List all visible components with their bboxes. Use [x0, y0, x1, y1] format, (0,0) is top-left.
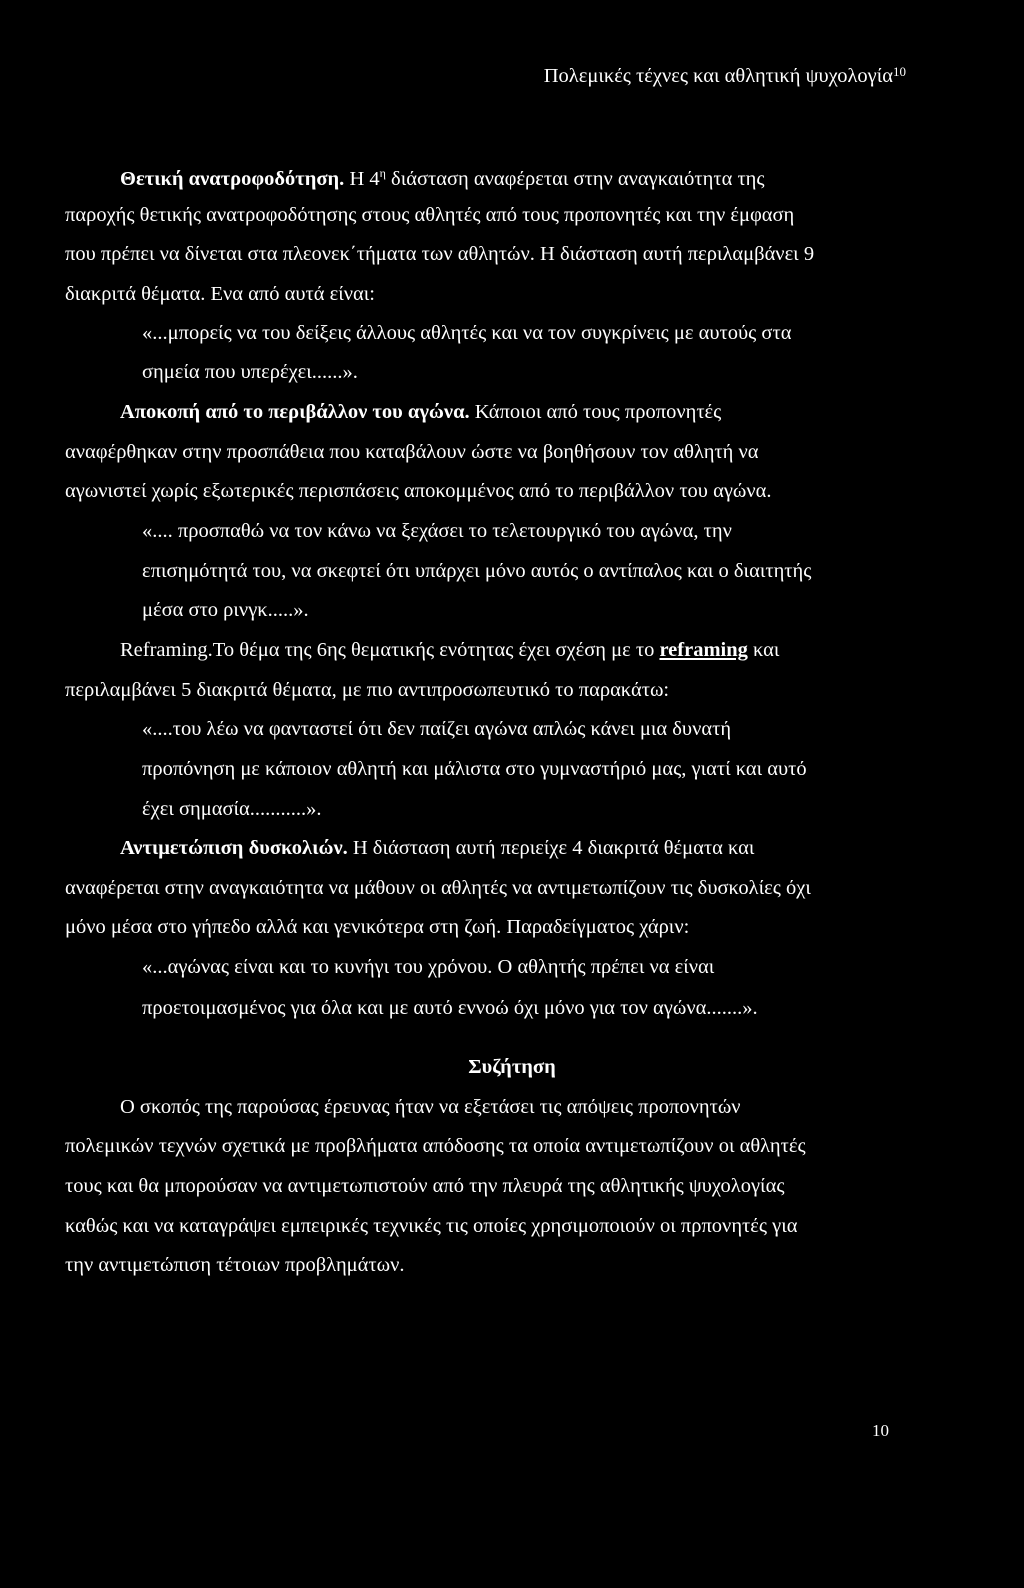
s3-title: Reframing.: [120, 639, 213, 661]
s3-quote3: έχει σημασία...........».: [142, 798, 322, 820]
s2-quote3: μέσα στο ρινγκ.....».: [142, 599, 309, 621]
s3-quote1: «....του λέω να φανταστεί ότι δεν παίζει αγώνα απλώς κάνει μια δυνατή: [142, 718, 732, 740]
s3-line1: Reframing.Το θέμα της 6ης θεματικής ενότητας έχει σχέση με το reframing και: [120, 639, 780, 661]
s2-line1: Αποκοπή από το περιβάλλον του αγώνα. Κάποιοι από τους προπονητές: [120, 401, 722, 423]
s1-line3: που πρέπει να δίνεται στα πλεονεκ΄τήματα των αθλητών. Η διάσταση αυτή περιλαμβάνει 9: [65, 243, 815, 265]
s2-title: Αποκοπή από το περιβάλλον του αγώνα.: [120, 401, 470, 423]
s1-line2: παροχής θετικής ανατροφοδότησης στους αθλητές από τους προπονητές και την έμφαση: [65, 204, 795, 226]
discussion-heading: Συζήτηση: [468, 1056, 556, 1078]
s4-line1: Αντιμετώπιση δυσκολιών. Η διάσταση αυτή περιείχε 4 διακριτά θέματα και: [120, 837, 755, 859]
s2-line3: αγωνιστεί χωρίς εξωτερικές περισπάσεις αποκομμένος από το περιβάλλον του αγώνα.: [65, 480, 772, 502]
discussion-line3: τους και θα μπορούσαν να αντιμετωπιστούν από την πλευρά της αθλητικής ψυχολογίας: [65, 1175, 785, 1197]
s1-line4: διακριτά θέματα. Ενα από αυτά είναι:: [65, 283, 375, 305]
s1-title: Θετική ανατροφοδότηση.: [120, 168, 345, 190]
running-header: [0, 64, 906, 88]
s4-line2: αναφέρεται στην αναγκαιότητα να μάθουν οι αθλητές να αντιμετωπίζουν τις δυσκολίες όχι: [65, 877, 811, 899]
discussion-line2: πολεμικών τεχνών σχετικά με προβλήματα απόδοσης τα οποία αντιμετωπίζουν οι αθλητές: [65, 1135, 806, 1157]
discussion-line1: Ο σκοπός της παρούσας έρευνας ήταν να εξετάσει τις απόψεις προπονητών: [120, 1096, 741, 1118]
discussion-line4: καθώς και να καταγράψει εμπειρικές τεχνικές τις οποίες χρησιμοποιούν οι πρπονητές για: [65, 1215, 798, 1237]
page-number: 10: [872, 1421, 889, 1440]
s3-line2: περιλαμβάνει 5 διακριτά θέματα, με πιο αντιπροσωπευτικό το παρακάτω:: [65, 679, 670, 701]
s4-line3: μόνο μέσα στο γήπεδο αλλά και γενικότερα στη ζωή. Παραδείγματος χάριν:: [65, 916, 690, 938]
running-title: Πολεμικές τέχνες και αθλητική ψυχολογία: [543, 65, 893, 87]
running-title-number: 10: [893, 64, 906, 79]
s4-quote2: προετοιμασμένος για όλα και με αυτό εννοώ όχι μόνο για τον αγώνα.......».: [142, 997, 758, 1019]
s2-quote1: «.... προσπαθώ να τον κάνω να ξεχάσει το τελετουργικό του αγώνα, την: [142, 520, 732, 542]
discussion-line5: την αντιμετώπιση τέτοιων προβλημάτων.: [65, 1254, 405, 1276]
s1-quote2: σημεία που υπερέχει......».: [142, 361, 358, 383]
s4-title: Αντιμετώπιση δυσκολιών.: [120, 837, 348, 859]
s4-quote1: «...αγώνας είναι και το κυνήγι του χρόνου. Ο αθλητής πρέπει να είναι: [142, 956, 715, 978]
reframing-link[interactable]: reframing: [659, 639, 748, 661]
s3-quote2: προπόνηση με κάποιον αθλητή και μάλιστα στο γυμναστήριό μας, γιατί και αυτό: [142, 758, 807, 780]
s1-line1: Θετική ανατροφοδότηση. Η $4^\eta$ διάσταση αναφέρεται στην αναγκαιότητα της: [120, 166, 765, 190]
s1-quote1: «...μπορείς να του δείξεις άλλους αθλητές και να τον συγκρίνεις με αυτούς στα: [142, 322, 792, 344]
s2-line2: αναφέρθηκαν στην προσπάθεια που καταβάλουν ώστε να βοηθήσουν τον αθλητή να: [65, 441, 759, 463]
s2-quote2: επισημότητά του, να σκεφτεί ότι υπάρχει μόνο αυτός ο αντίπαλος και ο διαιτητής: [142, 560, 812, 582]
